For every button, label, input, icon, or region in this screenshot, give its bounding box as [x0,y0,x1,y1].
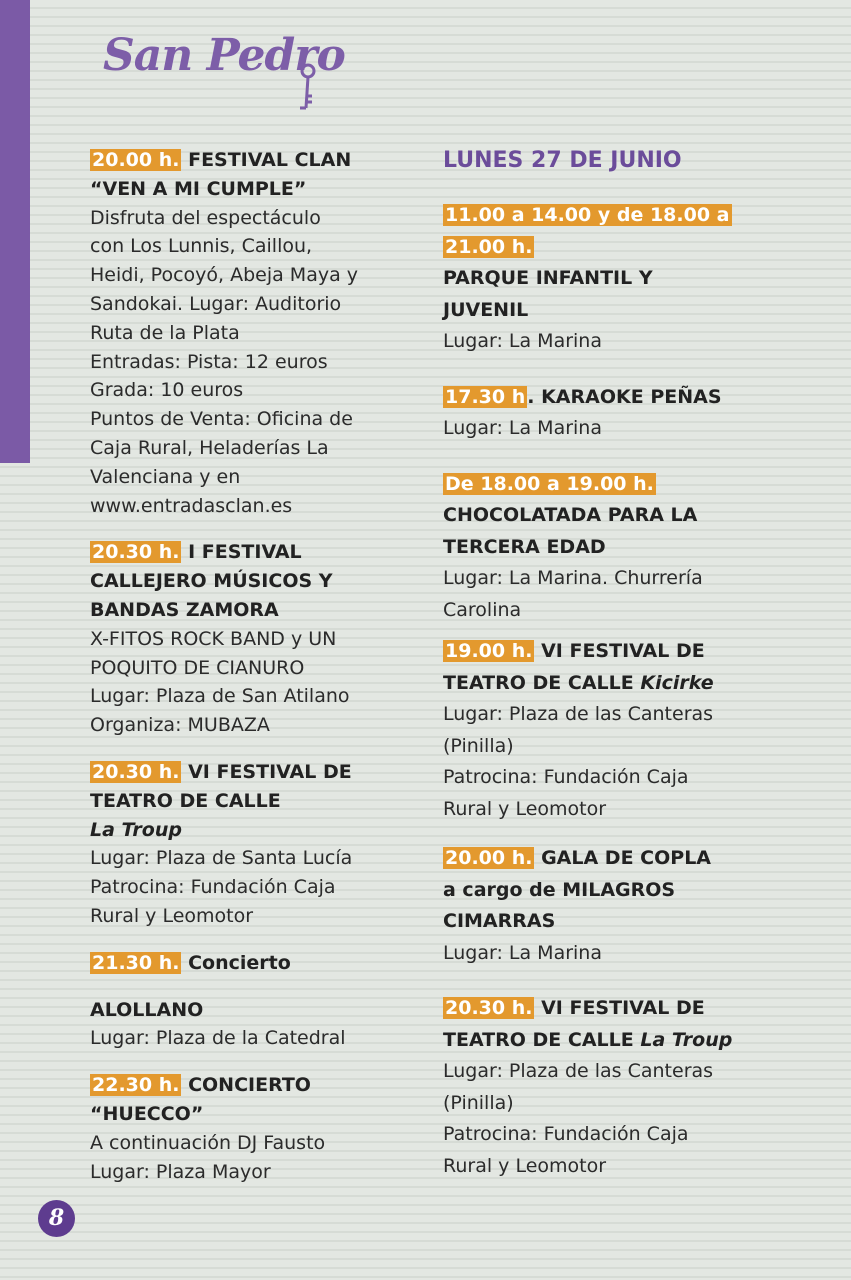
event-time: 21.00 h. [445,235,533,258]
side-color-bar [0,0,30,463]
event-time: De 18.00 a 19.00 h. [445,472,654,495]
event-time: 20.30 h. [92,760,180,783]
event-concierto-alollano: 21.30 h. Concierto ALOLLANO Lugar: Plaza de la Catedral [90,951,346,1050]
event-time: 22.30 h. [92,1074,180,1097]
event-time: 21.30 h. [92,951,180,974]
event-parque-infantil: 11.00 a 14.00 y de 18.00 a 21.00 h. PARQUE INFANTIL Y JUVENIL Lugar: La Marina [443,204,730,352]
event-time: 17.30 h [445,385,526,408]
event-teatro-la-troup-2: 20.30 h. VI FESTIVAL DE TEATRO DE CALLE La Troup Lugar: Plaza de las Canteras (Pinilla) Patrocina: Fundación Caja Rural y Leomotor [443,997,733,1177]
event-chocolatada: De 18.00 a 19.00 h. CHOCOLATADA PARA LA TERCERA EDAD Lugar: La Marina. Churrería Carolina [443,472,703,621]
right-column [443,146,773,1182]
event-festival-clan: 20.00 h. FESTIVAL CLAN “VEN A MI CUMPLE” Disfruta del espectáculo con Los Lunnis, Caillou, Heidi, Pocoyó, Abeja Maya y Sandokai. Lugar: Auditorio Ruta de la Plata Entradas: Pista: 12 euros Grada: 10 euros Puntos de Venta: Oficina de Caja Rural, Heladerías La Valenciana y en www.entradasclan.es [90,149,359,517]
event-festival-callejero: 20.30 h. I FESTIVAL CALLEJERO MÚSICOS Y BANDAS ZAMORA X-FITOS ROCK BAND y UN POQUITO DE CIANURO Lugar: Plaza de San Atilano Organiza: MUBAZA [90,541,350,737]
event-time: 19.00 h. [445,640,533,662]
event-teatro-kicirke: 19.00 h. VI FESTIVAL DE TEATRO DE CALLE Kicirke Lugar: Plaza de las Canteras (Pinilla) Patrocina: Fundación Caja Rural y Leomotor [443,640,714,820]
event-time: 20.00 h. [445,847,533,869]
page-number: 8 [38,1200,75,1237]
key-icon [292,62,322,114]
event-teatro-la-troup: 20.30 h. VI FESTIVAL DE TEATRO DE CALLE La Troup Lugar: Plaza de Santa Lucía Patrocina: Fundación Caja Rural y Leomotor [90,760,353,927]
event-karaoke: 17.30 h . KARAOKE PEÑAS Lugar: La Marina [443,385,722,439]
event-concierto-huecco: 22.30 h. CONCIERTO “HUECCO” A continuación DJ Fausto Lugar: Plaza Mayor [90,1074,326,1183]
left-column [90,146,420,1186]
event-time: 20.30 h. [445,997,533,1019]
event-time: 11.00 a 14.00 y de 18.00 a [445,204,730,226]
event-time: 20.30 h. [92,541,180,564]
event-gala-copla: 20.00 h. GALA DE COPLA a cargo de MILAGROS CIMARRAS Lugar: La Marina [443,847,712,964]
page-title: San Pedro [103,30,345,81]
day-heading: LUNES 27 DE JUNIO [443,148,682,173]
event-time: 20.00 h. [92,149,180,171]
